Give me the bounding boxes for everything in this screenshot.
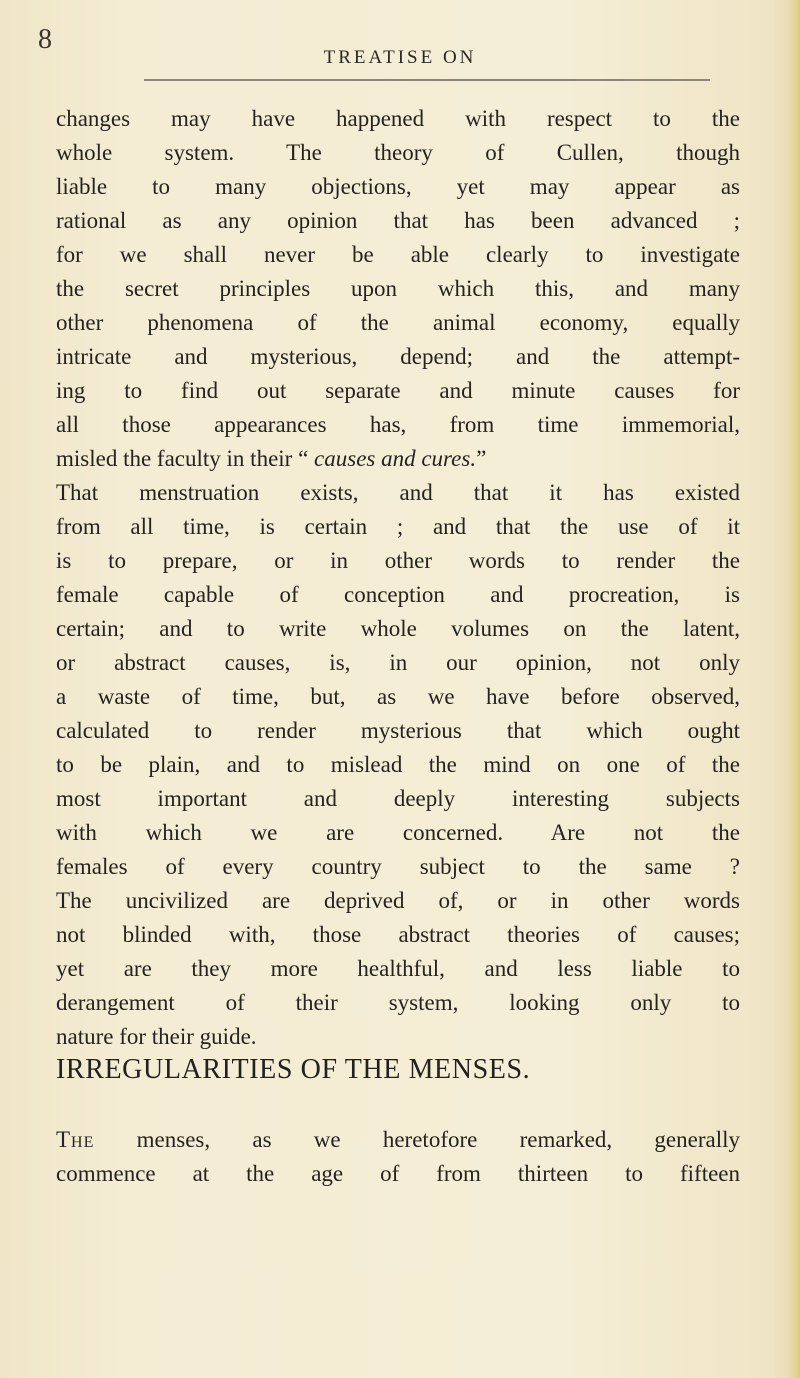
quote-close: ” <box>476 446 487 471</box>
quote-lead: misled the faculty in their “ <box>56 446 315 471</box>
paragraph-1 <box>56 102 740 1054</box>
text-line: females of every country subject to the same ? <box>56 854 740 879</box>
page-number: 8 <box>38 24 52 55</box>
text-line: That menstruation exists, and that it has existed <box>56 480 740 505</box>
text-line: whole system. The theory of Cullen, though <box>56 140 740 165</box>
text-line: liable to many objections, yet may appear as <box>56 174 740 199</box>
paragraph-2 <box>56 1123 740 1191</box>
text-line: the secret principles upon which this, and many <box>56 276 740 301</box>
quoted-phrase: causes and cures. <box>314 446 477 471</box>
text-line: is to prepare, or in other words to render the <box>56 548 740 573</box>
page-edge-shadow <box>786 0 800 1378</box>
text-line: not blinded with, those abstract theories of causes; <box>56 922 740 947</box>
text-line: changes may have happened with respect to the <box>56 106 740 131</box>
text-line: intricate and mysterious, depend; and the attempt- <box>56 344 740 369</box>
text-line: ing to find out separate and minute causes for <box>56 378 740 403</box>
text-line: most important and deeply interesting subjects <box>56 786 740 811</box>
text-line: calculated to render mysterious that which ought <box>56 718 740 743</box>
text-line: commence at the age of from thirteen to fifteen <box>56 1161 740 1186</box>
text-line-with-quote <box>56 442 740 476</box>
section-heading: IRREGULARITIES OF THE MENSES. <box>56 1054 531 1085</box>
text-line: a waste of time, but, as we have before observed, <box>56 684 740 709</box>
text-line: to be plain, and to mislead the mind on one of the <box>56 752 740 777</box>
text-line: The uncivilized are deprived of, or in other words <box>56 888 740 913</box>
text-line <box>56 1123 740 1157</box>
header-rule <box>144 79 710 81</box>
text-line: yet are they more healthful, and less liable to <box>56 956 740 981</box>
running-head: TREATISE ON <box>323 47 477 68</box>
text-line: or abstract causes, is, in our opinion, not only <box>56 650 740 675</box>
text-line: nature for their guide. <box>56 1024 257 1049</box>
text-line: from all time, is certain ; and that the use of it <box>56 514 740 539</box>
line-remainder: menses, as we heretofore remarked, generally <box>94 1127 740 1152</box>
paragraph-opening-word: The <box>56 1127 95 1152</box>
text-line: for we shall never be able clearly to investigate <box>56 242 740 267</box>
text-line: other phenomena of the animal economy, equally <box>56 310 740 335</box>
text-line: rational as any opinion that has been advanced ; <box>56 208 740 233</box>
text-line: all those appearances has, from time immemorial, <box>56 412 740 437</box>
text-line: certain; and to write whole volumes on the latent, <box>56 616 740 641</box>
text-line: derangement of their system, looking only to <box>56 990 740 1015</box>
text-line: with which we are concerned. Are not the <box>56 820 740 845</box>
text-line: female capable of conception and procreation, is <box>56 582 740 607</box>
